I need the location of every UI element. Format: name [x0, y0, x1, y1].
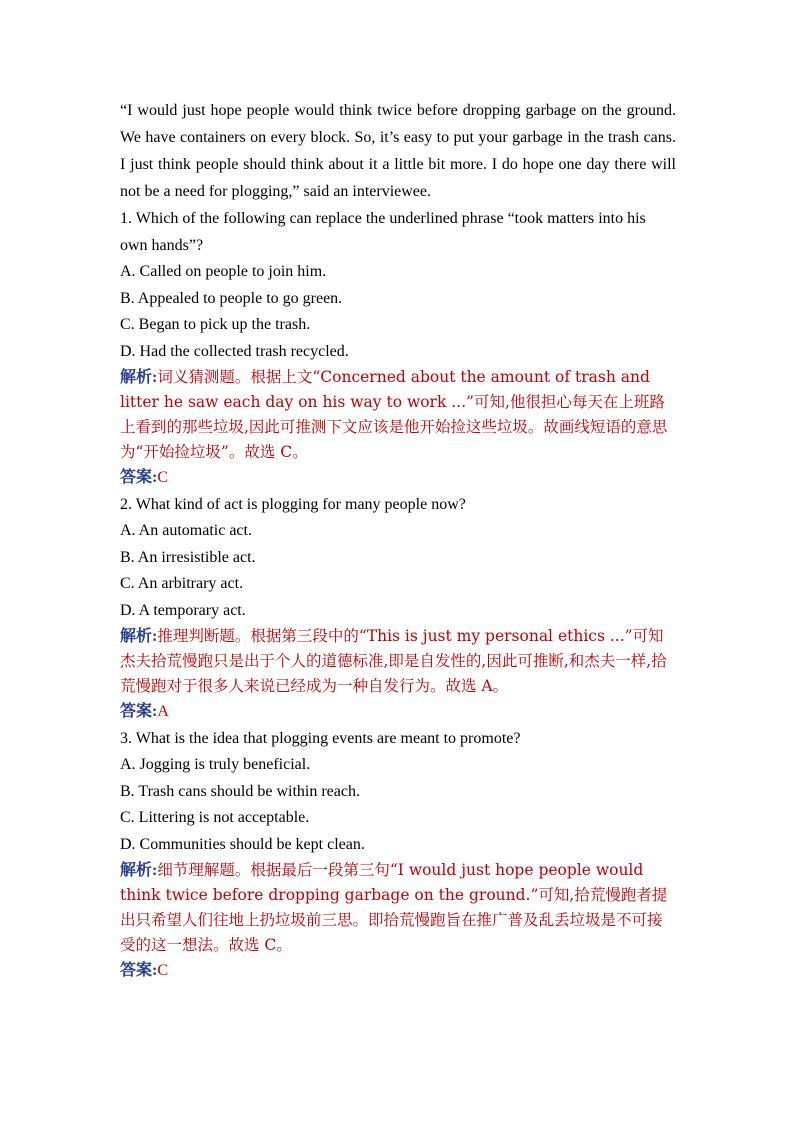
question-stem: 1. Which of the following can replace the underlined phrase “took matters into his own hands”?: [120, 210, 646, 254]
option-c: C. An arbitrary act.: [120, 575, 244, 592]
option-b: B. An irresistible act.: [120, 548, 256, 566]
intro-paragraph: “I would just hope people would think twice before dropping garbage on the ground. We have containers on every block. So, it’s easy to put your garbage in the trash cans. I just think people should think about it a little bit more. I do hope one day there will not be a need for plogging,” said an interviewee.: [120, 102, 676, 200]
answer: [120, 699, 676, 725]
question-3: [120, 725, 676, 984]
question-stem: 3. What is the idea that plogging events are meant to promote?: [120, 730, 521, 747]
question-1: [120, 205, 676, 491]
option-d: D. A temporary act.: [120, 601, 246, 619]
analysis-label: 解析:: [120, 369, 158, 386]
answer: [120, 958, 676, 984]
option-a: A. Called on people to join him.: [120, 263, 327, 280]
option-b: B. Appealed to people to go green.: [120, 289, 343, 307]
option-d: D. Communities should be kept clean.: [120, 835, 365, 853]
answer-value: C: [157, 469, 169, 486]
analysis: [120, 624, 676, 699]
analysis-text: 词义猜测题。根据上文“Concerned about the amount of trash and litter he saw each day on his way to work ...”可知,他很担心每天在上班路上看到的那些垃圾,因此可推测下文应该是他开始捡这些垃圾。故画线短语的意思为“开始捡垃圾”。故选 C。: [120, 368, 668, 461]
option-a: A. Jogging is truly beneficial.: [120, 756, 311, 773]
answer-value: A: [157, 703, 169, 720]
analysis-text: 细节理解题。根据最后一段第三句“I would just hope people would think twice before dropping garbage on the ground.”可知,拾荒慢跑者提出只希望人们往地上扔垃圾前三思。即拾荒慢跑旨在推广普及乱丢垃圾是不可接受的这一想法。故选 C。: [120, 861, 668, 954]
option-a: A. An automatic act.: [120, 522, 252, 539]
answer-label: 答案:: [120, 962, 158, 979]
question-2: [120, 491, 676, 725]
answer: [120, 465, 676, 491]
answer-label: 答案:: [120, 703, 158, 720]
option-c: C. Littering is not acceptable.: [120, 809, 310, 826]
analysis-label: 解析:: [120, 628, 158, 645]
analysis-text: 推理判断题。根据第三段中的“This is just my personal ethics ...”可知杰夫拾荒慢跑只是出于个人的道德标准,即是自发性的,因此可推断,和杰夫一样,拾荒慢跑对于很多人来说已经成为一种自发行为。故选 A。: [120, 627, 667, 695]
question-stem: 2. What kind of act is plogging for many people now?: [120, 496, 466, 513]
analysis-label: 解析:: [120, 862, 158, 879]
document-page: [120, 97, 676, 984]
option-d: D. Had the collected trash recycled.: [120, 342, 349, 360]
option-b: B. Trash cans should be within reach.: [120, 782, 360, 800]
option-c: C. Began to pick up the trash.: [120, 316, 311, 333]
analysis: [120, 858, 676, 958]
answer-label: 答案:: [120, 469, 158, 486]
analysis: [120, 365, 676, 465]
answer-value: C: [157, 962, 169, 979]
